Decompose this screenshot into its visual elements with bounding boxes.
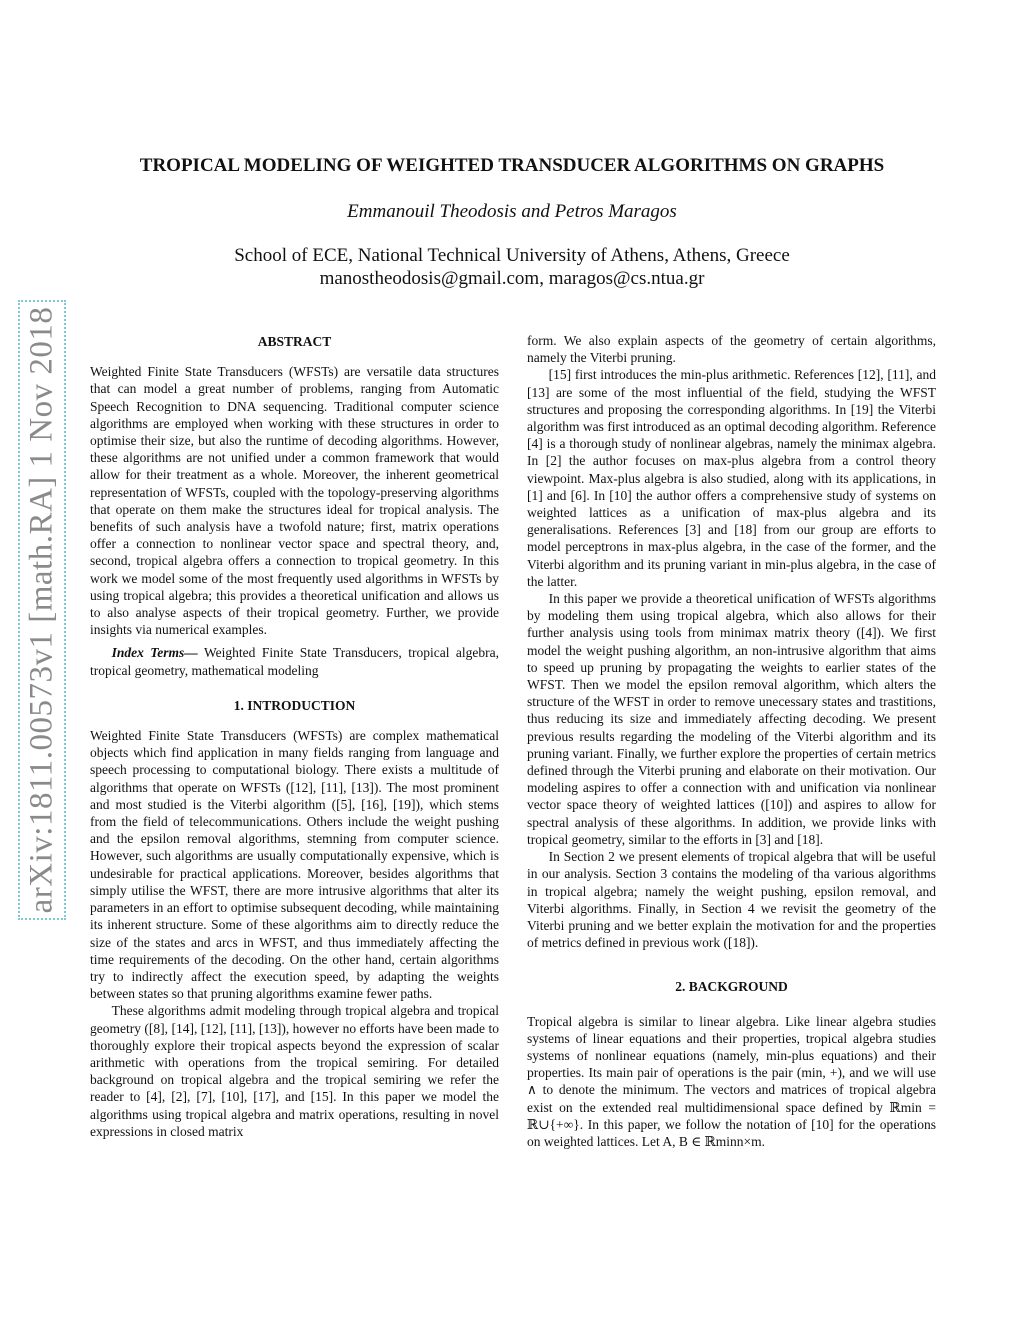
intro-paragraph-3: form. We also explain aspects of the geometry of certain algorithms, namely the Viterbi pruning. — [527, 333, 936, 366]
arxiv-stamp: arXiv:1811.00573v1 [math.RA] 1 Nov 2018 — [23, 306, 60, 914]
abstract-text: Weighted Finite State Transducers (WFSTs) are versatile data structures that can model a great number of problems, ranging from Automatic Speech Recognition to DNA sequencing. Traditional computer science algorithms are employed when working with these structures in order to optimise their size, but also the runtime of decoding algorithms. However, these algorithms are not unified under a common framework that would allow for their treatment as a whole. Moreover, the inherent geometrical representation of WFSTs, coupled with the topology-preserving algorithms that operate on them make the structures ideal for tropical analysis. The benefits of such analysis have a twofold nature; first, matrix operations offer a connection to nonlinear vector space and spectral theory, and, second, tropical algebra offers a connection to tropical geometry. In this work we model some of the most frequently used algorithms in WFSTs by using tropical algebra; this provides a theoretical unification and allows us to also analyse aspects of their tropical geometry. Further, we provide insights via numerical examples. — [90, 364, 499, 638]
affiliation-block — [0, 244, 1024, 290]
intro-heading: 1. INTRODUCTION — [233, 697, 356, 713]
index-terms — [90, 644, 499, 678]
paper-authors: Emmanouil Theodosis and Petros Maragos — [347, 201, 677, 222]
emails: manostheodosis@gmail.com, maragos@cs.ntua.gr — [319, 268, 705, 289]
right-column — [527, 332, 936, 1150]
intro-paragraph-2: These algorithms admit modeling through tropical algebra and tropical geometry ([8], [14], [12], [11], [13]), however no efforts have been made to thoroughly explore their tropical aspects beyond the expression of scalar arithmetic with operations from the tropical semiring. For detailed background on tropical algebra and the tropical semiring we refer the reader to [4], [2], [7], [10], [17], and [15]. In this paper we model the algorithms using tropical algebra and matrix operations, resulting in novel expressions in closed matrix — [90, 1003, 499, 1139]
index-terms-label: Index Terms— — [111, 645, 198, 661]
arxiv-stamp-frame — [18, 300, 66, 920]
background-paragraph-1: Tropical algebra is similar to linear algebra. Like linear algebra studies systems of linear equations and their properties, tropical algebra studies systems of nonlinear equations (namely, min-plus equations) and their properties. Its main pair of operations is the pair (min, +), and we will use ∧ to denote the minimum. The vectors and matrices of tropical algebra exist on the extended real multidimensional space defined by ℝmin = ℝ∪{+∞}. In this paper, we follow the notation of [10] for the operations on weighted lattices. Let A, B ∈ ℝminn×m. — [527, 1013, 936, 1149]
index-terms-text: Weighted Finite State Transducers, tropical algebra, tropical geometry, mathematical modeling — [90, 645, 499, 678]
intro-paragraph-6: In Section 2 we present elements of tropical algebra that will be useful in our analysis. Section 3 contains the modeling of tha various algorithms in tropical algebra; namely the weight pushing, epsilon removal, and Viterbi algorithms. Finally, in Section 4 we revisit the geometry of the Viterbi pruning and we better explain the motivation for and the properties of metrics defined in previous work ([18]). — [527, 849, 936, 951]
paper-title: TROPICAL MODELING OF WEIGHTED TRANSDUCER ALGORITHMS ON GRAPHS — [139, 155, 885, 176]
background-heading: 2. BACKGROUND — [675, 979, 788, 995]
left-column — [90, 333, 499, 1140]
abstract-heading: ABSTRACT — [257, 334, 332, 349]
affiliation: School of ECE, National Technical University of Athens, Athens, Greece — [234, 245, 790, 266]
intro-paragraph-1: Weighted Finite State Transducers (WFSTs) are complex mathematical objects which find application in many fields ranging from language and speech processing to computational biology. There exists a multitude of algorithms that operate on WFSTs ([12], [11], [13]). The most prominent and most studied is the Viterbi algorithm ([5], [16], [19]), which stems from the field of telecommunications. Others include the weight pushing and the epsilon removal algorithms, stemning from computer science. However, such algorithms are usually computationally expensive, which is undesirable for practical applications. Moreover, besides algorithms that simply utilise the WFST, there are more intrusive algorithms that alter its parameters in an effort to optimise subsequent decoding, while maintaining its inherent structure. Some of these algorithms aim to directly reduce the size of the states and arcs in WFST, and thus immediately affecting the time requirements of the decoding. On the other hand, certain algorithms try to indirectly affect the execution speed, by adapting the weights between states so that pruning algorithms examine fewer paths. — [90, 728, 499, 1002]
intro-paragraph-4: [15] first introduces the min-plus arithmetic. References [12], [11], and [13] are some of the most influential of the field, studying the WFST structures and proposing the corresponding algorithms. In [19] the Viterbi algorithm was first introduced as an optimal decoding algorithm. Reference [4] is a thorough study of nonlinear algebras, namely the minimax algebra. In [2] the author focuses on max-plus algebra from a control theory viewpoint. Max-plus algebra is also studied, along with its applications, in [1] and [6]. In [10] the author offers a comprehensive study of systems on weighted lattices as a unification of max-plus algebra and its generalisations. References [3] and [18] from our group are efforts to model perceptrons in max-plus algebra, in the case of the former, and the Viterbi algorithm and its pruning variant in min-plus algebra, in the case of the latter. — [527, 367, 936, 589]
intro-paragraph-5: In this paper we provide a theoretical unification of WFSTs algorithms by modeling them using tropical algebra, which also allows for their further analysis using tools from minimax matrix theory ([4]). We first model the weight pushing algorithm, an non-intrusive algorithm that aims to speed up pruning by propagating the weights to earlier states of the WFST. Then we model the epsilon removal algorithm, which alters the structure of the WFST in order to remove unecessary states and trastitions, thus reducing its size and immediately affecting decoding. We present previous results regarding the modeling of the Viterbi algorithm and its pruning variant. Finally, we further explore the properties of certain metrics defined through the Viterbi pruning and elaborate on their motivation. Our modeling aspires to offer a connection with and unification via nonlinear vector space theory of weighted lattices ([10]) and aspires to allow for spectral analysis of these algorithms. In addition, we provide links with tropical geometry, similar to the efforts in [3] and [18]. — [527, 591, 936, 847]
